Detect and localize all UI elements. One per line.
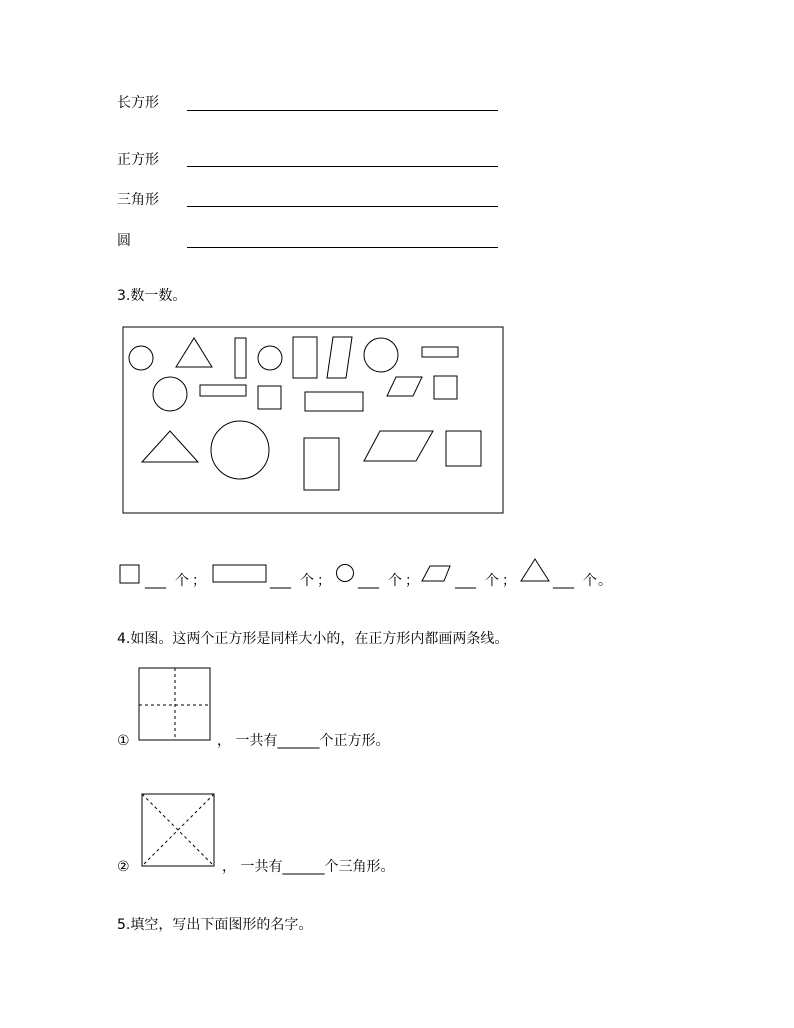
q4-item1-text: ， 一共有______个正方形。 — [217, 733, 390, 749]
count-unit-circle: 个 — [388, 573, 402, 589]
count-sep-triangle: 。 — [598, 573, 612, 589]
count-blank-square[interactable]: ___ — [145, 573, 166, 589]
q5-title: 5.填空，写出下面图形的名字。 — [117, 917, 313, 933]
q3-title: 3.数一数。 — [117, 288, 187, 304]
count-sep-square: ； — [192, 573, 206, 589]
count-blank-rectangle[interactable]: ___ — [270, 573, 291, 589]
count-blank-parallelogram[interactable]: ___ — [455, 573, 476, 589]
count-unit-triangle: 个 — [583, 573, 597, 589]
label-circle: 圆 — [117, 233, 131, 249]
q4-title: 4.如图。这两个正方形是同样大小的，在正方形内都画两条线。 — [117, 631, 509, 647]
q4-item2-text: ， 一共有______个三角形。 — [222, 859, 395, 875]
label-rectangle: 长方形 — [117, 95, 159, 111]
count-blank-triangle[interactable]: ___ — [553, 573, 574, 589]
count-sep-circle: ； — [405, 573, 419, 589]
count-sep-parallelogram: ； — [502, 573, 516, 589]
q4-item2-marker: ② — [117, 859, 130, 875]
count-unit-parallelogram: 个 — [485, 573, 499, 589]
count-sep-rectangle: ； — [317, 573, 331, 589]
count-unit-square: 个 — [175, 573, 189, 589]
count-unit-rectangle: 个 — [300, 573, 314, 589]
q4-item1-marker: ① — [117, 733, 130, 749]
label-square: 正方形 — [117, 152, 159, 168]
count-blank-circle[interactable]: ___ — [358, 573, 379, 589]
label-triangle: 三角形 — [117, 192, 159, 208]
